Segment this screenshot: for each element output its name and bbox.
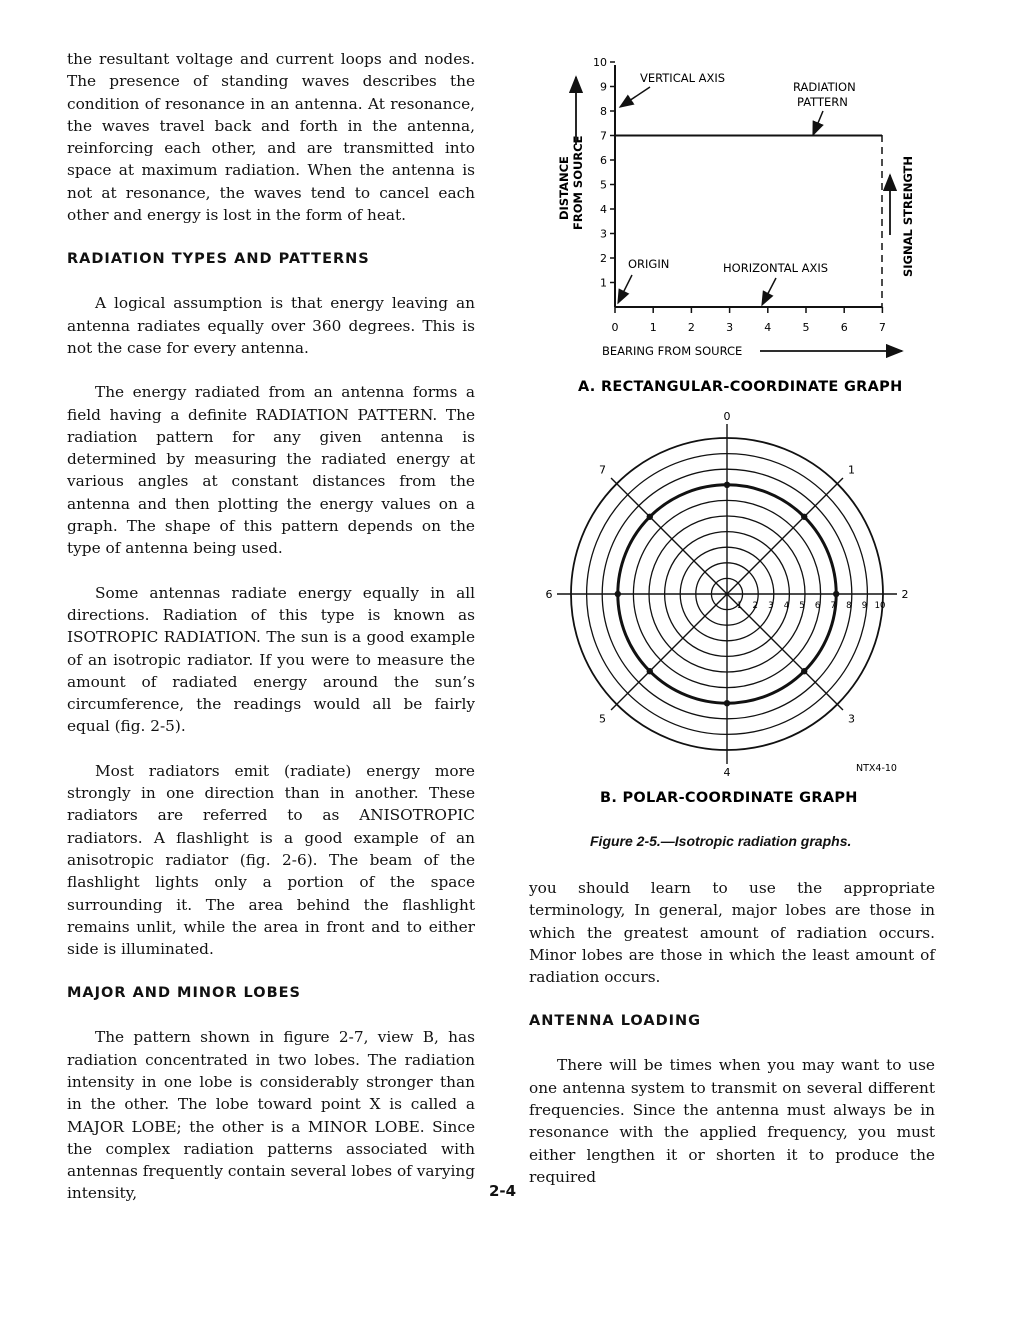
- signal-strength-label: SIGNAL STRENGTH: [901, 155, 915, 277]
- polar-coordinate-graph: [546, 410, 909, 806]
- right-column: [529, 877, 935, 1210]
- radiation-label-line1: RADIATION: [793, 80, 856, 94]
- ring-label: 9: [861, 601, 868, 611]
- bearing-label: 7: [599, 463, 607, 477]
- figure-caption: Figure 2-5.—Isotropic radiation graphs.: [590, 833, 852, 849]
- ring-label: 7: [830, 601, 836, 611]
- bearing-label: 2: [901, 588, 909, 601]
- horizontal-axis-pointer: [762, 278, 776, 305]
- section-heading-antenna-loading: ANTENNA LOADING: [529, 1013, 702, 1030]
- x-tick-label: 6: [840, 321, 848, 334]
- polar-spoke: [611, 594, 727, 710]
- paragraph: A logical assumption is that energy leaving an antenna radiates equally over 360 degrees. This is not the case for every antenna.: [67, 294, 475, 357]
- bearing-label: 4: [723, 766, 731, 779]
- bearing-label: 5: [599, 712, 607, 726]
- x-tick-label: 0: [611, 321, 619, 334]
- ring-label: 4: [783, 601, 790, 611]
- x-tick-label: 2: [687, 321, 695, 334]
- horizontal-axis-label: HORIZONTAL AXIS: [723, 261, 829, 275]
- y-tick-label: 10: [593, 56, 607, 69]
- polar-spoke: [727, 594, 843, 710]
- polar-spoke: [611, 478, 727, 594]
- x-tick-group: [612, 307, 886, 334]
- pattern-point: [801, 668, 807, 674]
- vertical-axis-label: VERTICAL AXIS: [640, 71, 726, 85]
- ring-label: 5: [799, 601, 805, 611]
- graph-b-caption: B. POLAR-COORDINATE GRAPH: [600, 790, 858, 806]
- y-tick-label: 4: [600, 203, 607, 216]
- paragraph: The pattern shown in figure 2-7, view B, has radiation concentrated in two lobes. The radiation intensity in one lobe is considerably stronger than in the other. The lobe toward point X is called a MAJOR LOBE; the other is a MINOR LOBE. Since the complex radiation patterns associated with antennas frequently contain several lobes of varying intensity,: [67, 1028, 475, 1203]
- bearing-label: 3: [847, 712, 855, 726]
- y-tick-group: [593, 56, 615, 290]
- distance-label-line2: FROM SOURCE: [571, 135, 585, 230]
- paragraph: the resultant voltage and current loops and nodes. The presence of standing waves describes the condition of resonance in an antenna. At resonance, the waves travel back and forth in the antenna, reinforcing each other, and are transmitted into space at maximum radiation. When the antenna is not at resonance, the waves tend to cancel each other and energy is lost in the form of heat.: [67, 50, 475, 225]
- radiation-pattern-pointer: [813, 111, 823, 135]
- figure-2-5: [540, 55, 920, 855]
- paragraph: Most radiators emit (radiate) energy more strongly in one direction than in another. These radiators are referred to as ANISOTROPIC radiators. A flashlight is a good example of an anisotropic radiator (fig. 2-6). The beam of the flashlight lights only a portion of the space surrounding it. The area behind the flashlight remains unlit, while the area in front and to either side is illuminated.: [67, 761, 475, 959]
- x-tick-label: 7: [878, 321, 886, 334]
- radiation-label-line2: PATTERN: [797, 95, 848, 109]
- bearing-label: 6: [545, 588, 553, 601]
- pattern-point: [647, 514, 653, 520]
- y-tick-label: 8: [600, 105, 607, 118]
- vertical-axis-pointer: [620, 87, 650, 107]
- bearing-label: BEARING FROM SOURCE: [602, 344, 743, 358]
- y-tick-label: 9: [600, 80, 607, 94]
- y-tick-label: 1: [600, 276, 607, 290]
- pattern-point: [615, 591, 621, 597]
- ring-label: 6: [814, 601, 821, 611]
- pattern-point: [647, 668, 653, 674]
- left-column: [67, 48, 475, 1227]
- paragraph: The energy radiated from an antenna forms a field having a definite RADIATION PATTERN. The radiation pattern for any given antenna is determined by measuring the radiated energy at various angles at constant distances from the antenna and then plotting the energy values on a graph. The shape of this pattern depends on the type of antenna being used.: [67, 383, 475, 558]
- x-tick-label: 3: [726, 321, 734, 334]
- origin-label: ORIGIN: [628, 257, 670, 271]
- pattern-point: [724, 700, 730, 706]
- pattern-point: [833, 591, 839, 597]
- x-tick-label: 4: [764, 321, 772, 334]
- bearing-label: 0: [723, 410, 731, 423]
- paragraph: There will be times when you may want to use one antenna system to transmit on several different frequencies. Since the antenna must always be in resonance with the applied frequency, you must either lengthen it or shorten it to produce the required: [529, 1056, 935, 1186]
- figure-code: NTX4-10: [856, 763, 897, 774]
- ring-label: 10: [874, 601, 886, 611]
- x-tick-label: 5: [802, 321, 810, 334]
- x-tick-label: 1: [649, 321, 657, 334]
- y-tick-label: 7: [600, 129, 607, 143]
- y-tick-label: 3: [600, 227, 607, 241]
- ring-labels: [737, 601, 886, 611]
- polar-spokes: [557, 424, 897, 764]
- graph-a-caption: A. RECTANGULAR-COORDINATE GRAPH: [578, 379, 903, 395]
- rectangular-coordinate-graph: [557, 56, 915, 395]
- ring-label: 1: [736, 601, 743, 611]
- pattern-point: [801, 514, 807, 520]
- pattern-point: [724, 482, 730, 488]
- bearing-label: 1: [847, 463, 855, 477]
- page-number: 2-4: [489, 1182, 517, 1200]
- ring-label: 3: [768, 601, 774, 611]
- polar-spoke: [727, 478, 843, 594]
- ring-label: 2: [752, 601, 758, 611]
- y-tick-label: 6: [600, 154, 607, 167]
- paragraph: Some antennas radiate energy equally in all directions. Radiation of this type is known as ISOTROPIC RADIATION. The sun is a good example of an isotropic radiator. If you were to measure the amount of radiated energy around the sun’s circumference, the readings would all be fairly equal (fig. 2-5).: [67, 583, 475, 736]
- ring-label: 8: [846, 601, 852, 611]
- y-tick-label: 2: [600, 252, 607, 265]
- figure-svg: [540, 55, 920, 835]
- section-heading-radiation-types: RADIATION TYPES AND PATTERNS: [67, 251, 370, 268]
- origin-pointer: [618, 275, 632, 303]
- paragraph: you should learn to use the appropriate terminology, In general, major lobes are those in which the greatest amount of radiation occurs. Minor lobes are those in which the least amount of radiation occurs.: [529, 879, 935, 987]
- section-heading-major-minor-lobes: MAJOR AND MINOR LOBES: [67, 985, 301, 1002]
- y-tick-label: 5: [600, 178, 607, 192]
- distance-label-line1: DISTANCE: [557, 156, 571, 220]
